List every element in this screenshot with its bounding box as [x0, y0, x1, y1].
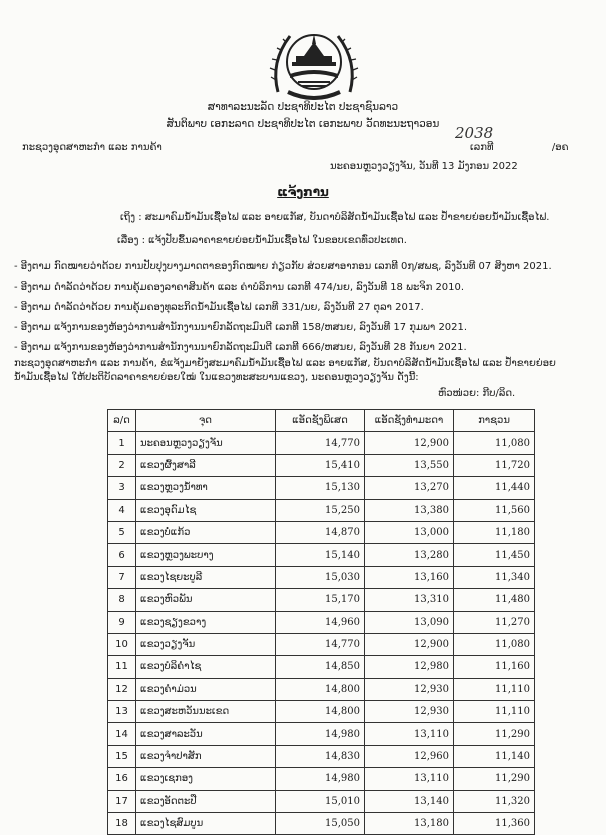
subject-line: ເລື່ອງ : ແຈ້ງປັບຂຶ້ນລາຄາຂາຍຍ່ອຍນ້ຳມັນເຊື້ອໄຟ ໃນຂອບເຂດທົ່ວປະເທດ. [117, 235, 407, 246]
regular-price: 12,900 [365, 432, 454, 454]
col-header-premium: ແອັດຊັງພິເສດ [276, 410, 365, 432]
row-location: ແຂວງບໍ່ແກ້ວ [136, 521, 276, 543]
row-number: 1 [108, 432, 136, 454]
row-number: 9 [108, 611, 136, 633]
row-location: ແຂວງວຽງຈັນ [136, 633, 276, 655]
regular-price: 13,270 [365, 477, 454, 499]
row-location: ນະຄອນຫຼວງວຽງຈັນ [136, 432, 276, 454]
regular-price: 13,090 [365, 611, 454, 633]
premium-price: 15,250 [276, 499, 365, 521]
row-number: 3 [108, 477, 136, 499]
table-row [108, 454, 535, 476]
table-row [108, 589, 535, 611]
diesel-price: 11,720 [454, 454, 535, 476]
reference-item: - ອີງຕາມ ດຳລັດວ່າດ້ວຍ ການຄຸ້ມຄອງທຸລະກິດນ້ຳມັນເຊື້ອໄຟ ເລກທີ 331/ນຍ, ລົງວັນທີ 27 ຕຸລາ 2017. [14, 302, 424, 313]
col-header-location: ຈຸດ [136, 410, 276, 432]
col-header-diesel: ກາຊວນ [454, 410, 535, 432]
ministry-name: ກະຊວງອຸດສາຫະກຳ ແລະ ການຄ້າ [22, 142, 162, 153]
diesel-price: 11,080 [454, 432, 535, 454]
regular-price: 13,110 [365, 723, 454, 745]
diesel-price: 11,440 [454, 477, 535, 499]
premium-price: 14,800 [276, 678, 365, 700]
diesel-price: 11,180 [454, 521, 535, 543]
row-location: ແຂວງຄຳມ່ວນ [136, 678, 276, 700]
row-location: ແຂວງສາລະວັນ [136, 723, 276, 745]
row-location: ແຂວງຫຼວງພະບາງ [136, 544, 276, 566]
row-location: ແຂວງບໍລິຄຳໄຊ [136, 656, 276, 678]
premium-price: 15,130 [276, 477, 365, 499]
diesel-price: 11,080 [454, 633, 535, 655]
table-row [108, 678, 535, 700]
national-motto: ສັນຕິພາບ ເອກະລາດ ປະຊາທິປະໄຕ ເອກະພາບ ວັດທະນະຖາວອນ [166, 118, 440, 130]
premium-price: 14,800 [276, 701, 365, 723]
diesel-price: 11,110 [454, 678, 535, 700]
regular-price: 12,960 [365, 745, 454, 767]
regular-price: 13,000 [365, 521, 454, 543]
table-row [108, 656, 535, 678]
regular-price: 12,930 [365, 701, 454, 723]
premium-price: 15,170 [276, 589, 365, 611]
reference-item: - ອີງຕາມ ກົດໝາຍວ່າດ້ວຍ ການປັບປຸງບາງມາດຕາຂອງກົດໝາຍ ກ່ຽວກັບ ສ່ວຍສາອາກອນ ເລກທີ 0໗/ສພຊ, ລົງວັນທີ 07 ສິງຫາ 2021. [14, 261, 552, 272]
premium-price: 14,980 [276, 723, 365, 745]
row-location: ແຂວງສະຫວັນນະເຂດ [136, 701, 276, 723]
document-number [470, 142, 568, 153]
regular-price: 13,160 [365, 566, 454, 588]
premium-price: 15,050 [276, 813, 365, 835]
row-location: ແຂວງໄຊຍະບູລີ [136, 566, 276, 588]
row-number: 12 [108, 678, 136, 700]
row-number: 2 [108, 454, 136, 476]
premium-price: 15,010 [276, 790, 365, 812]
table-row [108, 566, 535, 588]
table-header-row [108, 410, 535, 432]
premium-price: 14,980 [276, 768, 365, 790]
lao-national-emblem-icon [268, 22, 360, 100]
diesel-price: 11,480 [454, 589, 535, 611]
regular-price: 13,140 [365, 790, 454, 812]
regular-price: 13,280 [365, 544, 454, 566]
row-location: ແຂວງໄຊສົມບູນ [136, 813, 276, 835]
premium-price: 14,870 [276, 521, 365, 543]
diesel-price: 11,140 [454, 745, 535, 767]
row-location: ແຂວງຫຼວງນ້ຳທາ [136, 477, 276, 499]
body-text: ນ້ຳມັນເຊື້ອໄຟ ໃຫ້ປະຕິບັດລາຄາຂາຍຍ່ອຍໃໝ່ ໃນແຂວງທະສະບານແຂວງ, ນະຄອນຫຼວງວຽງຈັນ ດັ່ງນີ້: [14, 372, 419, 383]
premium-price: 14,960 [276, 611, 365, 633]
diesel-price: 11,160 [454, 656, 535, 678]
table-row [108, 790, 535, 812]
row-number: 8 [108, 589, 136, 611]
reference-item: - ອີງຕາມ ແຈ້ງການຂອງຫ້ອງວ່າການສຳນັກງານນາຍົກລັດຖະມົນຕີ ເລກທີ 666/ຫສນຍ, ລົງວັນທີ 28 ກັນຍາ 2021. [14, 342, 467, 353]
table-row [108, 813, 535, 835]
diesel-price: 11,450 [454, 544, 535, 566]
recipient-line: ເຖິງ : ສະມາຄົມນ້ຳມັນເຊື້ອໄຟ ແລະ ອາຍແກັສ, ບັນດາບໍລິສັດນ້ຳມັນເຊື້ອໄຟ ແລະ ປ້ຳຂາຍຍ່ອຍນ້ຳມັນເຊື້ອໄຟ. [120, 212, 550, 223]
premium-price: 15,030 [276, 566, 365, 588]
diesel-price: 11,360 [454, 813, 535, 835]
regular-price: 13,180 [365, 813, 454, 835]
row-number: 6 [108, 544, 136, 566]
unit-label: ຫົວໜ່ວຍ: ກີບ/ລິດ. [438, 388, 516, 399]
table-row [108, 432, 535, 454]
diesel-price: 11,320 [454, 790, 535, 812]
row-number: 13 [108, 701, 136, 723]
table-row [108, 544, 535, 566]
table-row [108, 477, 535, 499]
table-row [108, 521, 535, 543]
diesel-price: 11,270 [454, 611, 535, 633]
regular-price: 12,980 [365, 656, 454, 678]
premium-price: 14,830 [276, 745, 365, 767]
handwritten-document-number: 2038 [455, 124, 494, 142]
row-number: 10 [108, 633, 136, 655]
row-location: ແຂວງອຸດົມໄຊ [136, 499, 276, 521]
table-row [108, 768, 535, 790]
row-number: 16 [108, 768, 136, 790]
row-location: ແຂວງຊຽງຂວາງ [136, 611, 276, 633]
regular-price: 12,930 [365, 678, 454, 700]
row-number: 17 [108, 790, 136, 812]
row-number: 5 [108, 521, 136, 543]
row-number: 18 [108, 813, 136, 835]
row-location: ແຂວງເຊກອງ [136, 768, 276, 790]
table-row [108, 723, 535, 745]
diesel-price: 11,340 [454, 566, 535, 588]
diesel-price: 11,110 [454, 701, 535, 723]
regular-price: 13,550 [365, 454, 454, 476]
table-row [108, 745, 535, 767]
doc-no-suffix: /ອຄ [551, 142, 569, 153]
table-row [108, 701, 535, 723]
doc-no-label: ເລກທີ [470, 142, 494, 153]
col-header-no: ລ/ດ [108, 410, 136, 432]
document-title: ແຈ້ງການ [277, 185, 329, 199]
regular-price: 13,380 [365, 499, 454, 521]
reference-item: - ອີງຕາມ ດຳລັດວ່າດ້ວຍ ການຄຸ້ມຄອງລາຄາສິນຄ້າ ແລະ ຄ່າບໍລິການ ເລກທີ 474/ນຍ, ລົງວັນທີ 18 ພະຈິກ 2010. [14, 282, 465, 293]
diesel-price: 11,560 [454, 499, 535, 521]
diesel-price: 11,290 [454, 723, 535, 745]
regular-price: 13,310 [365, 589, 454, 611]
col-header-regular: ແອັດຊັງທຳມະດາ [365, 410, 454, 432]
regular-price: 12,900 [365, 633, 454, 655]
premium-price: 15,140 [276, 544, 365, 566]
row-location: ແຂວງອັດຕະປື [136, 790, 276, 812]
regular-price: 13,110 [365, 768, 454, 790]
premium-price: 14,770 [276, 633, 365, 655]
premium-price: 15,410 [276, 454, 365, 476]
row-location: ແຂວງຫົວພັນ [136, 589, 276, 611]
body-text: ກະຊວງອຸດສາຫະກຳ ແລະ ການຄ້າ, ຂໍແຈ້ງມາຍັງສະມາຄົມນ້ຳມັນເຊື້ອໄຟ ແລະ ອາຍແກັສ, ບັນດາບໍລິສັດນ້ຳມັນເຊື້ອໄຟ ແລະ ປ້ຳຂາຍຍ່ອຍ [14, 358, 556, 369]
row-number: 11 [108, 656, 136, 678]
row-location: ແຂວງຜົ້ງສາລີ [136, 454, 276, 476]
row-location: ແຂວງຈຳປາສັກ [136, 745, 276, 767]
document-date: ນະຄອນຫຼວງວຽງຈັນ, ວັນທີ 13 ມັງກອນ 2022 [330, 161, 518, 172]
country-name: ສາທາລະນະລັດ ປະຊາທິປະໄຕ ປະຊາຊົນລາວ [207, 101, 399, 113]
row-number: 4 [108, 499, 136, 521]
table-row [108, 633, 535, 655]
table-row [108, 499, 535, 521]
table-row [108, 611, 535, 633]
premium-price: 14,770 [276, 432, 365, 454]
reference-item: - ອີງຕາມ ແຈ້ງການຂອງຫ້ອງວ່າການສຳນັກງານນາຍົກລັດຖະມົນຕີ ເລກທີ 158/ຫສນຍ, ລົງວັນທີ 17 ກຸມພາ 2021. [14, 322, 468, 333]
row-number: 14 [108, 723, 136, 745]
row-number: 7 [108, 566, 136, 588]
row-number: 15 [108, 745, 136, 767]
premium-price: 14,850 [276, 656, 365, 678]
diesel-price: 11,290 [454, 768, 535, 790]
fuel-price-table [107, 409, 535, 835]
